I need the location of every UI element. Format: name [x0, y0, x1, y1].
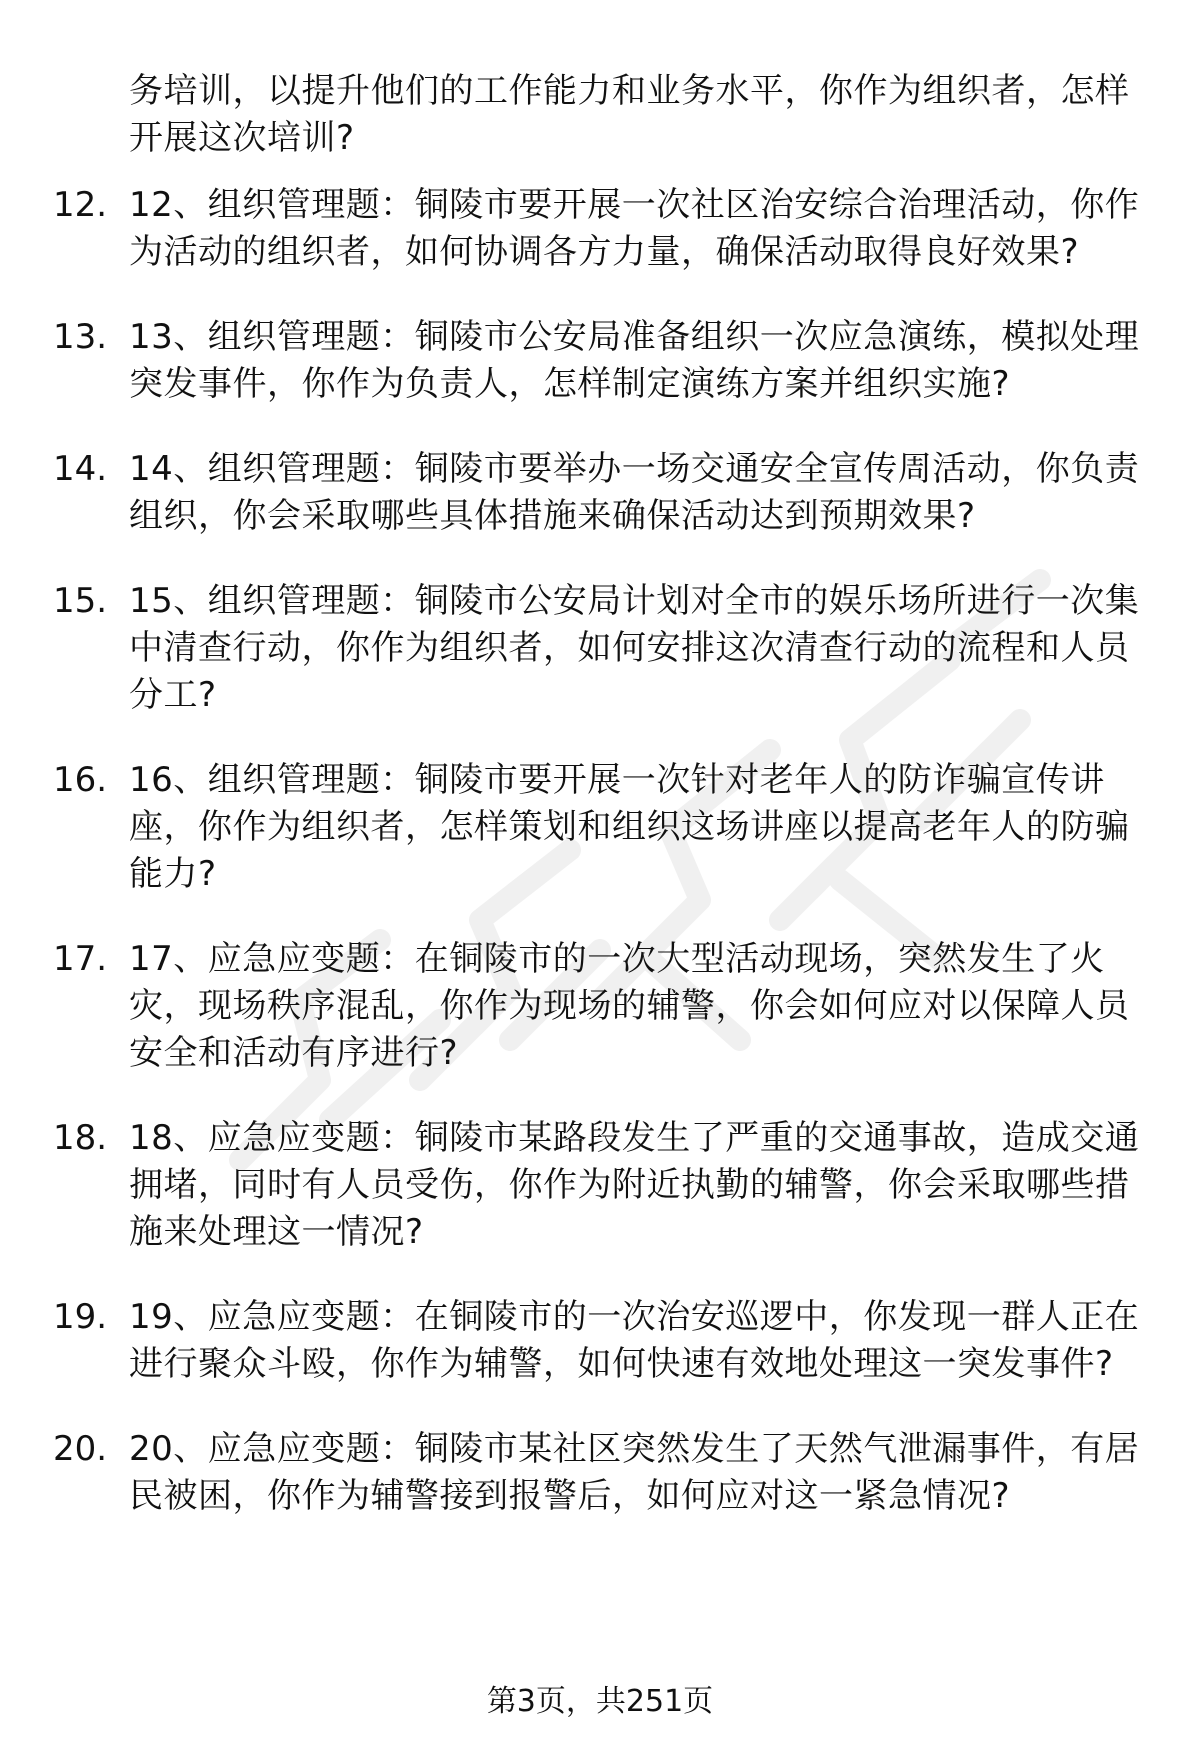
page-footer: 第3页，共251页: [486, 1684, 714, 1719]
question-text: 18、应急应变题：铜陵市某路段发生了严重的交通事故，造成交通拥堵，同时有人员受伤，你作为附近执勤的辅警，你会采取哪些措施来处理这一情况?: [129, 1118, 1140, 1252]
list-item: [0, 1294, 1200, 1388]
list-item: [0, 1115, 1200, 1256]
question-text: 14、组织管理题：铜陵市要举办一场交通安全宣传周活动，你负责组织，你会采取哪些具体措施来确保活动达到预期效果?: [129, 449, 1140, 536]
question-text: 16、组织管理题：铜陵市要开展一次针对老年人的防诈骗宣传讲座，你作为组织者，怎样策划和组织这场讲座以提高老年人的防骗能力?: [129, 760, 1130, 894]
question-text: 19、应急应变题：在铜陵市的一次治安巡逻中，你发现一群人正在进行聚众斗殴，你作为辅警，如何快速有效地处理这一突发事件?: [129, 1297, 1140, 1384]
list-item: [0, 936, 1200, 1077]
question-number: 19.: [53, 1297, 108, 1337]
question-number: 15.: [53, 581, 108, 621]
list-item: [0, 757, 1200, 898]
question-number: 17.: [53, 939, 108, 979]
list-item: [0, 314, 1200, 408]
list-item: [0, 1426, 1200, 1520]
question-list: [0, 182, 1200, 1558]
question-text: 17、应急应变题：在铜陵市的一次大型活动现场，突然发生了火灾，现场秩序混乱，你作为现场的辅警，你会如何应对以保障人员安全和活动有序进行?: [129, 939, 1130, 1073]
continuation-paragraph: 务培训，以提升他们的工作能力和业务水平，你作为组织者，怎样开展这次培训?: [129, 71, 1130, 158]
question-text: 20、应急应变题：铜陵市某社区突然发生了天然气泄漏事件，有居民被困，你作为辅警接到报警后，如何应对这一紧急情况?: [129, 1429, 1140, 1516]
question-text: 15、组织管理题：铜陵市公安局计划对全市的娱乐场所进行一次集中清查行动，你作为组织者，如何安排这次清查行动的流程和人员分工?: [129, 581, 1140, 715]
list-item: [0, 578, 1200, 719]
question-number: 18.: [53, 1118, 108, 1158]
question-number: 20.: [53, 1429, 108, 1469]
question-number: 14.: [53, 449, 108, 489]
list-item: [0, 182, 1200, 276]
question-text: 13、组织管理题：铜陵市公安局准备组织一次应急演练，模拟处理突发事件，你作为负责人，怎样制定演练方案并组织实施?: [129, 317, 1140, 404]
question-number: 12.: [53, 185, 108, 225]
question-text: 12、组织管理题：铜陵市要开展一次社区治安综合治理活动，你作为活动的组织者，如何协调各方力量，确保活动取得良好效果?: [129, 185, 1140, 272]
question-number: 16.: [53, 760, 108, 800]
list-item: [0, 446, 1200, 540]
question-number: 13.: [53, 317, 108, 357]
